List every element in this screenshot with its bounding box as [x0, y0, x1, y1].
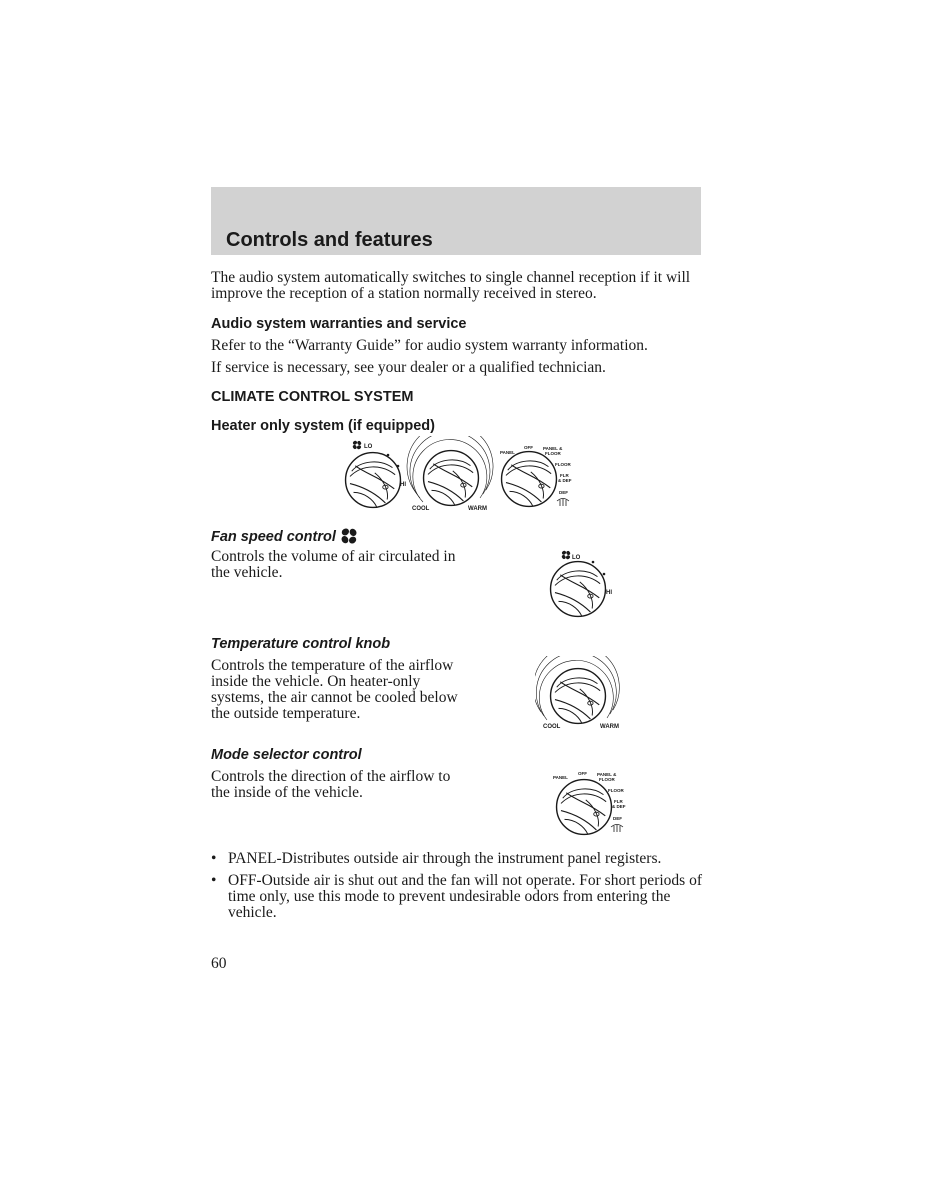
fan-speed-text: Controls the volume of air circulated in the vehicle.	[211, 548, 456, 581]
defrost-icon	[611, 825, 623, 833]
mode-def-label: DEF	[613, 816, 622, 821]
page-number: 60	[211, 955, 227, 972]
section-title: Controls and features	[226, 229, 433, 251]
defrost-icon	[557, 499, 569, 507]
fan-speed-heading-text: Fan speed control	[211, 529, 336, 545]
mode-flr-def-label-1: FLR	[560, 473, 569, 478]
temperature-knob-small	[407, 436, 493, 512]
fan-hi-label: HI	[606, 590, 612, 596]
mode-knob-small	[500, 445, 572, 506]
mode-def-label: DEF	[559, 490, 568, 495]
temp-warm-label: WARM	[468, 506, 487, 512]
climate-heading: CLIMATE CONTROL SYSTEM	[211, 389, 414, 405]
fan-icon	[340, 527, 358, 545]
fan-hi-label: HI	[400, 482, 406, 488]
mode-flr-def-label-2: & DEF	[558, 478, 572, 483]
temperature-text: Controls the temperature of the airflow inside the vehicle. On heater-only systems, the air cannot be cooled below the outside temperature.	[211, 657, 458, 722]
mode-selector-knob-illustration	[548, 768, 633, 840]
mode-flr-def-label-1: FLR	[614, 799, 623, 804]
temperature-heading: Temperature control knob	[211, 636, 391, 652]
mode-selector-text: Controls the direction of the airflow to the inside of the vehicle.	[211, 768, 451, 801]
mode-panel-floor-label-2: FLOOR	[599, 777, 615, 782]
fan-lo-label: LO	[364, 444, 373, 450]
temp-cool-label: COOL	[412, 506, 430, 512]
bullet-item	[211, 873, 706, 921]
temp-warm-label: WARM	[600, 724, 619, 730]
warranty-text-1: Refer to the “Warranty Guide” for audio system warranty information.	[211, 337, 648, 354]
fan-speed-heading	[211, 527, 358, 545]
mode-panel-label: PANEL	[500, 450, 515, 455]
mode-off-label: OFF	[578, 771, 587, 776]
fan-icon	[561, 550, 571, 560]
section-header-band	[211, 187, 701, 255]
mode-panel-floor-label-1: PANEL &	[597, 772, 617, 777]
mode-floor-label: FLOOR	[555, 462, 571, 467]
bullet-text: OFF-Outside air is shut out and the fan will not operate. For short periods of time only, use this mode to prevent undesirable odors from entering the vehicle.	[228, 872, 702, 921]
fan-lo-label: LO	[572, 555, 581, 561]
bullet-dot: •	[211, 872, 217, 889]
mode-selector-heading: Mode selector control	[211, 747, 362, 763]
mode-floor-label: FLOOR	[608, 788, 624, 793]
heater-only-heading: Heater only system (if equipped)	[211, 418, 435, 434]
temp-cool-label: COOL	[543, 724, 561, 730]
intro-paragraph: The audio system automatically switches to single channel reception if it will improve the reception of a station normally received in stereo.	[211, 269, 691, 302]
mode-panel-floor-label-1: PANEL &	[543, 446, 563, 451]
fan-icon	[352, 440, 362, 450]
warranty-text-2: If service is necessary, see your dealer or a qualified technician.	[211, 359, 606, 376]
mode-panel-floor-label-2: FLOOR	[545, 451, 561, 456]
bullet-dot: •	[211, 850, 217, 867]
fan-speed-knob-illustration	[540, 546, 620, 621]
fan-speed-knob-small	[346, 440, 407, 507]
mode-flr-def-label-2: & DEF	[612, 804, 626, 809]
bullet-item	[211, 851, 706, 867]
warranty-heading: Audio system warranties and service	[211, 316, 467, 332]
temperature-knob-illustration	[535, 656, 630, 731]
mode-panel-label: PANEL	[553, 775, 568, 780]
bullet-text: PANEL-Distributes outside air through the instrument panel registers.	[228, 850, 662, 867]
mode-off-label: OFF	[524, 445, 533, 450]
heater-controls-illustration	[330, 436, 590, 516]
